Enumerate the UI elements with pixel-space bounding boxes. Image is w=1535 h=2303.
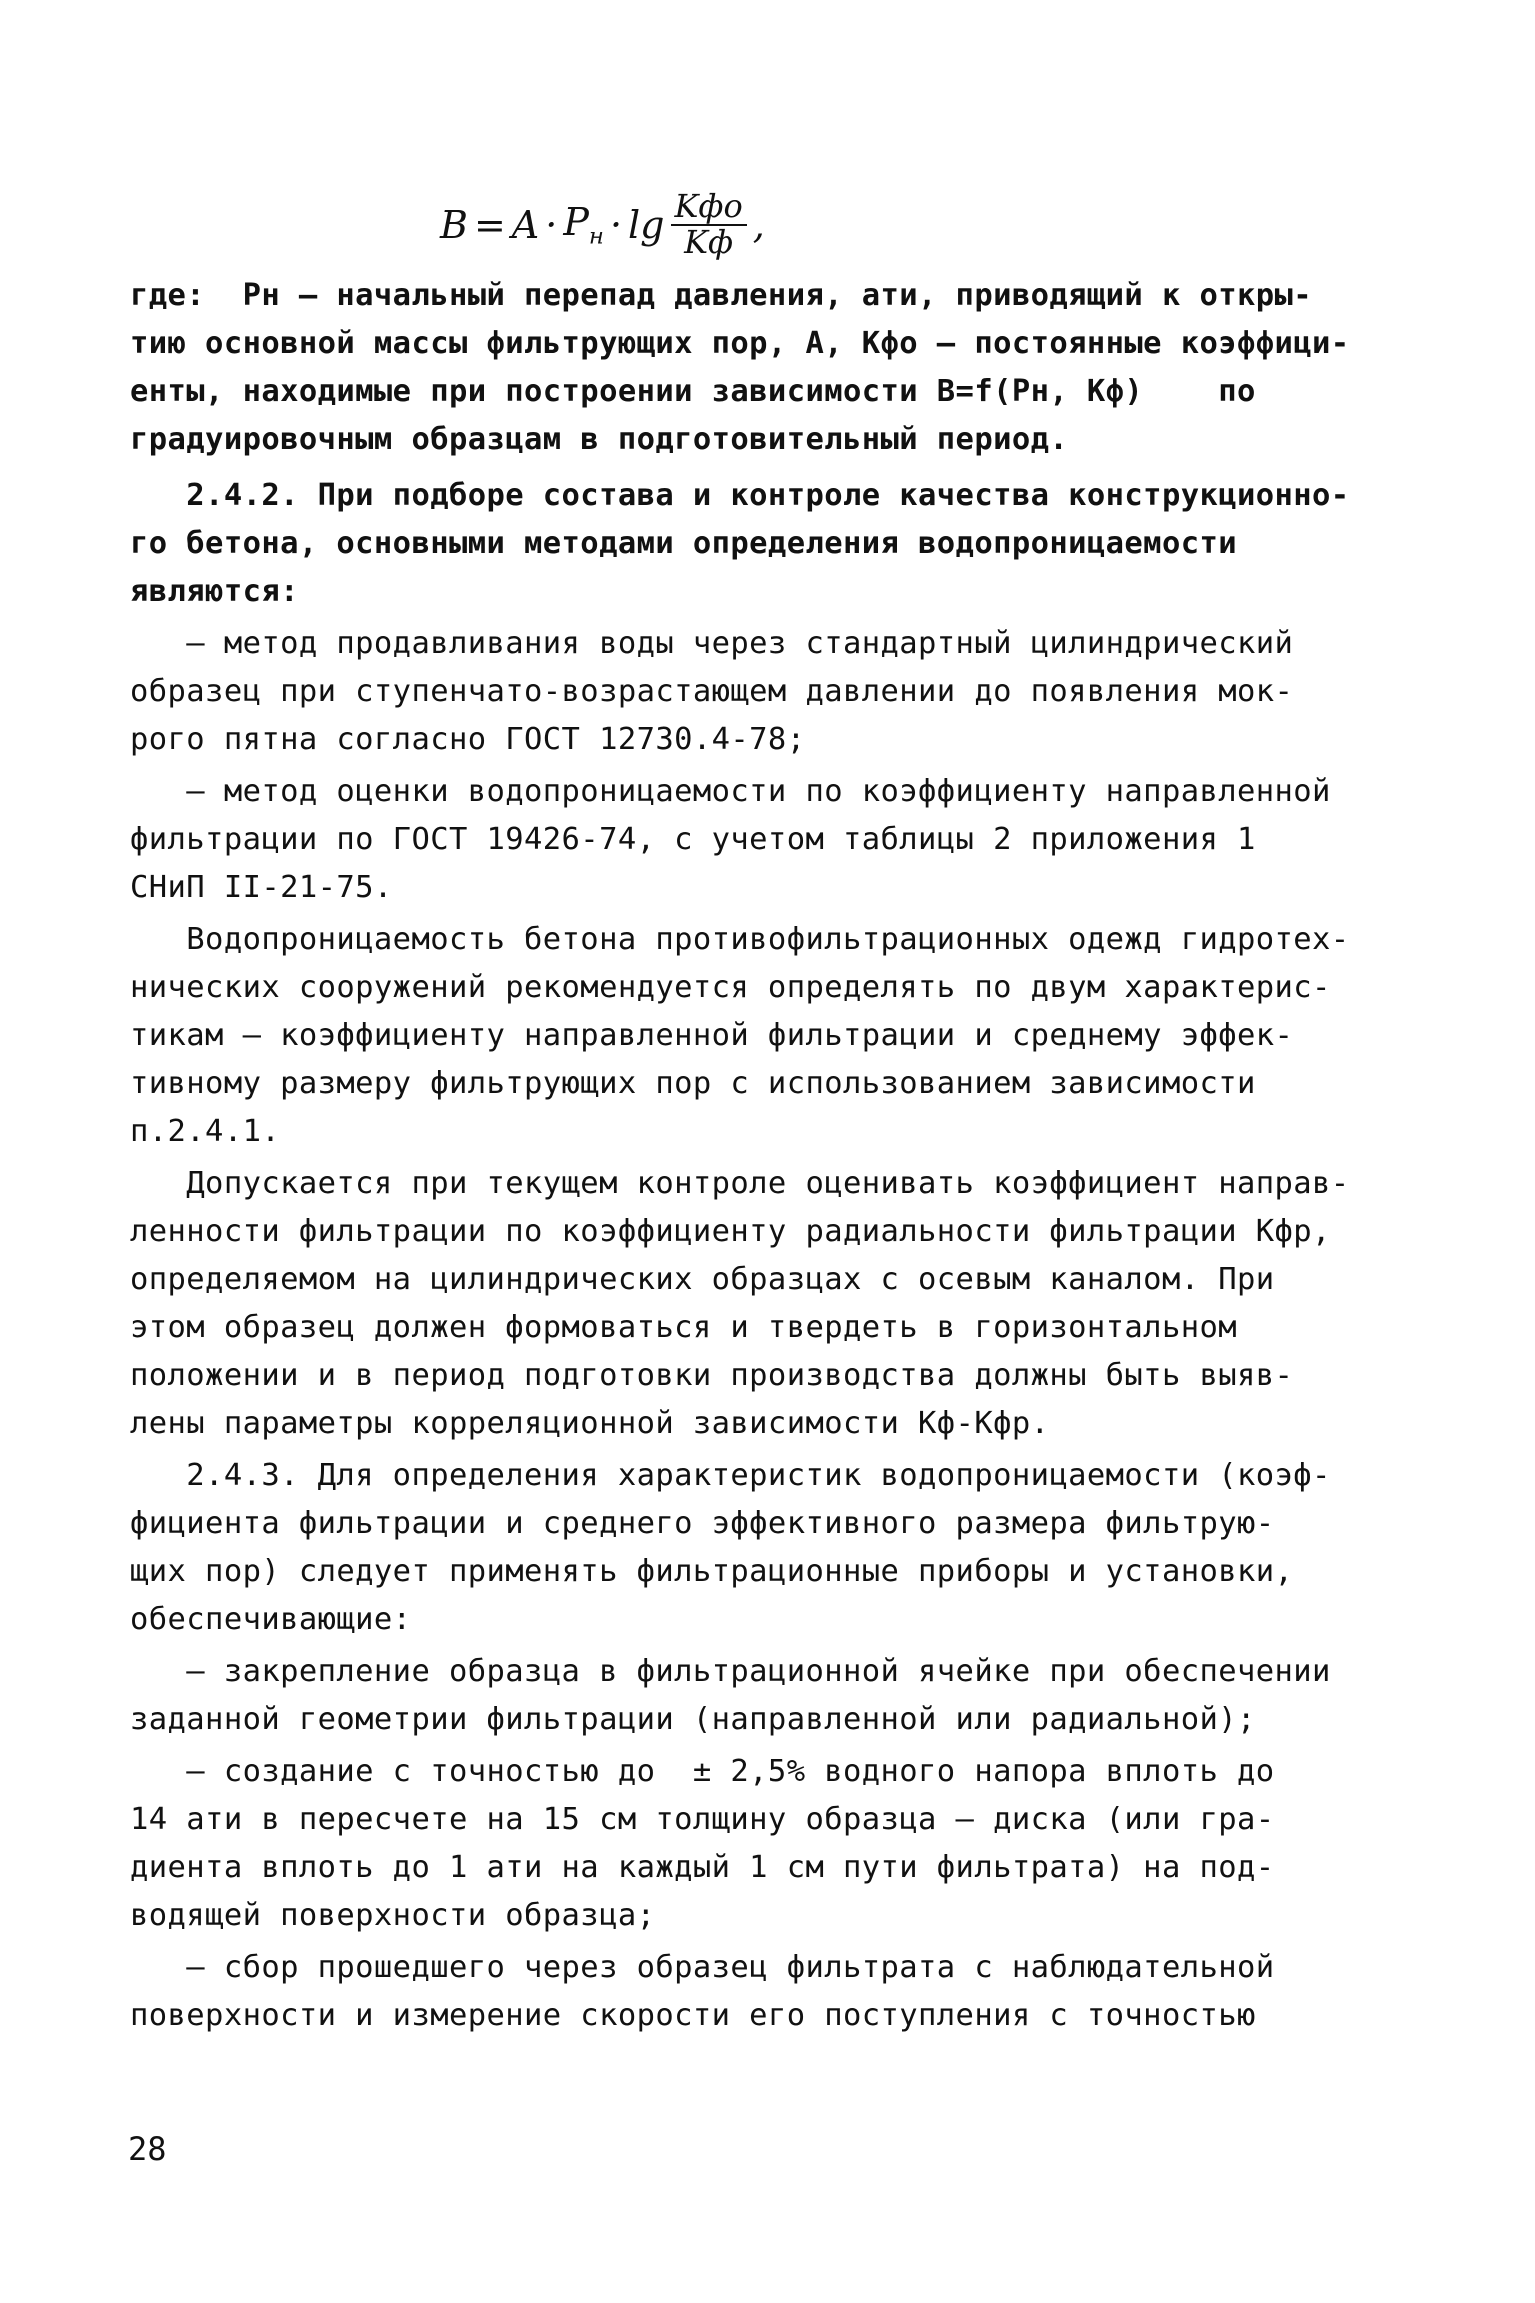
text-line: – метод оценки водопроницаемости по коэффициенту направленной — [130, 774, 1331, 809]
text-line: являются: — [130, 574, 299, 609]
text-line: градуировочным образцам в подготовительный период. — [130, 422, 1069, 457]
text-line: СНиП II-21-75. — [130, 870, 393, 905]
text-line: этом образец должен формоваться и твердеть в горизонтальном — [130, 1310, 1237, 1345]
text-line: го бетона, основными методами определения водопроницаемости — [130, 526, 1237, 561]
formula-comma: , — [752, 202, 765, 247]
formula-p: $P_н$ — [563, 199, 604, 250]
text-line: фильтрации по ГОСТ 19426-74, с учетом таблицы 2 приложения 1 — [130, 822, 1256, 857]
text-line: тикам – коэффициенту направленной фильтрации и среднему эффек- — [130, 1018, 1294, 1053]
text-line: образец при ступенчато-возрастающем давлении до появления мок- — [130, 674, 1294, 709]
formula — [440, 187, 765, 261]
text-line: 2.4.2. При подборе состава и контроле качества конструкционно- — [130, 478, 1350, 513]
formula-lhs: B — [440, 202, 468, 247]
text-line: определяемом на цилиндрических образцах с осевым каналом. При — [130, 1262, 1275, 1297]
text-line: 2.4.3. Для определения характеристик водопроницаемости (коэф- — [130, 1458, 1331, 1493]
text-line: где: Pн – начальный перепад давления, ати, приводящий к откры- — [130, 278, 1313, 313]
formula-a: A — [511, 202, 540, 247]
formula-dot: · — [545, 202, 558, 247]
text-line: – создание с точностью до ± 2,5% водного напора вплоть до — [130, 1754, 1275, 1789]
text-line: водящей поверхности образца; — [130, 1898, 656, 1933]
text-line: – метод продавливания воды через стандартный цилиндрический — [130, 626, 1294, 661]
text-line: ленности фильтрации по коэффициенту радиальности фильтрации Kфр, — [130, 1214, 1331, 1249]
text-line: лены параметры корреляционной зависимости Kф-Kфр. — [130, 1406, 1050, 1441]
text-line: – сбор прошедшего через образец фильтрата с наблюдательной — [130, 1950, 1275, 1985]
text-line: тию основной массы фильтрующих пор, A, Kфо – постоянные коэффици- — [130, 326, 1350, 361]
text-line: тивному размеру фильтрующих пор с использованием зависимости — [130, 1066, 1256, 1101]
text-line: рого пятна согласно ГОСТ 12730.4-78; — [130, 722, 806, 757]
text-line: нических сооружений рекомендуется определять по двум характерис- — [130, 970, 1331, 1005]
text-line: обеспечивающие: — [130, 1602, 412, 1637]
formula-fraction — [671, 187, 747, 261]
text-line: – закрепление образца в фильтрационной ячейке при обеспечении — [130, 1654, 1331, 1689]
text-line: енты, находимые при построении зависимости B=f(Pн, Kф) по — [130, 374, 1256, 409]
text-line: 14 ати в пересчете на 15 см толщину образца – диска (или гра- — [130, 1802, 1275, 1837]
text-line: п.2.4.1. — [130, 1114, 281, 1149]
formula-numerator: Kфо — [671, 190, 747, 226]
formula-lg: lg — [628, 202, 665, 247]
formula-dot-2: · — [609, 202, 623, 247]
text-line: поверхности и измерение скорости его поступления с точностью — [130, 1998, 1256, 2033]
text-line: заданной геометрии фильтрации (направленной или радиальной); — [130, 1702, 1256, 1737]
page-number: 28 — [128, 2130, 167, 2168]
text-line: положении и в период подготовки производства должны быть выяв- — [130, 1358, 1294, 1393]
formula-eq: = — [473, 202, 506, 247]
formula-denominator: Kф — [684, 222, 734, 261]
text-line: Допускается при текущем контроле оценивать коэффициент направ- — [130, 1166, 1350, 1201]
text-line: фициента фильтрации и среднего эффективного размера фильтрую- — [130, 1506, 1275, 1541]
text-line: щих пор) следует применять фильтрационные приборы и установки, — [130, 1554, 1294, 1589]
text-line: диента вплоть до 1 ати на каждый 1 см пути фильтрата) на под- — [130, 1850, 1275, 1885]
text-line: Водопроницаемость бетона противофильтрационных одежд гидротех- — [130, 922, 1350, 957]
